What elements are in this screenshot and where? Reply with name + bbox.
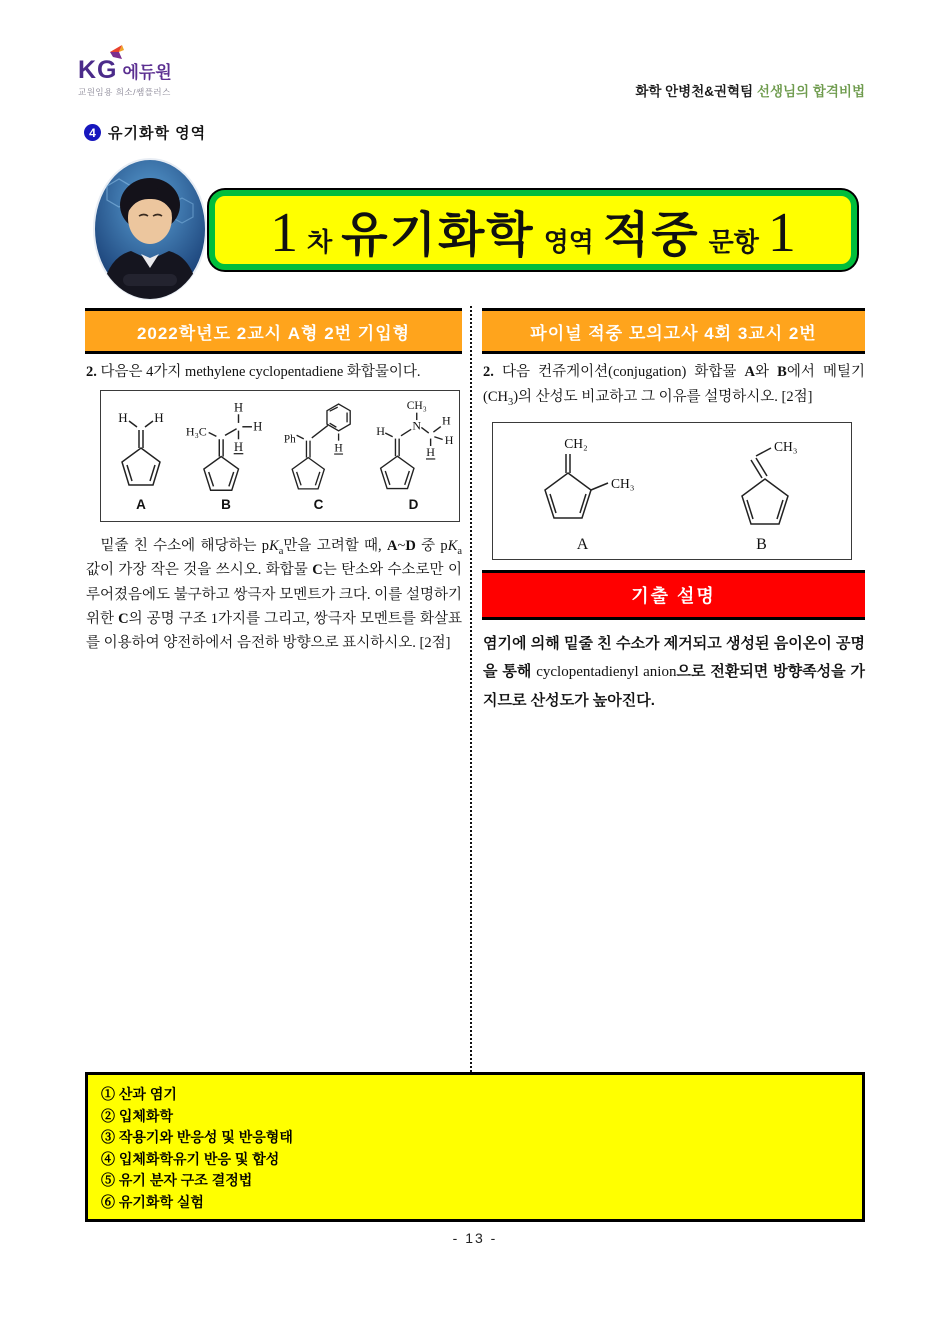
svg-text:H: H xyxy=(233,439,244,454)
banner-question-number: 1 xyxy=(767,202,796,264)
structure-A xyxy=(101,396,181,512)
structure-right-A-caption: A xyxy=(576,536,589,553)
structure-A-drawing xyxy=(101,396,181,496)
text-segment: K xyxy=(447,538,458,554)
svg-text:CH₃: CH₃ xyxy=(406,398,427,412)
topic-item: ⑤ 유기 분자 구조 결정법 xyxy=(101,1172,253,1188)
text-segment: a xyxy=(278,545,284,557)
topic-item: ④ 입체화학유기 반응 및 합성 xyxy=(101,1150,280,1167)
text-segment: 2. xyxy=(86,364,97,380)
structure-D-drawing xyxy=(366,396,461,496)
section-label xyxy=(84,122,206,143)
text-segment: C xyxy=(118,611,129,628)
banner-round-number: 1 xyxy=(270,202,299,264)
topic-item: ① 산과 염기 xyxy=(101,1086,177,1102)
svg-text:CH₃: CH₃ xyxy=(773,439,797,454)
section-title: 유기화학 영역 xyxy=(108,125,207,142)
text-segment: 으로 전환되면 방향족성을 가지므로 산성도가 높아진다. xyxy=(483,662,865,709)
text-segment: 다음은 4가지 methylene cyclopentadiene 화합물이다. xyxy=(96,364,421,380)
text-segment: 값이 가장 작은 것을 쓰시오. 화합물 xyxy=(86,562,313,579)
text-segment: a xyxy=(457,545,462,557)
text-segment: 에서 메틸기 (CH xyxy=(483,364,865,405)
text-segment: K xyxy=(269,538,279,554)
svg-text:H₃C: H₃C xyxy=(185,424,207,439)
structure-A-caption: A xyxy=(136,497,146,512)
text-segment: 3 xyxy=(507,396,514,408)
text-segment: 와 xyxy=(755,364,778,380)
structure-right-A xyxy=(508,431,658,554)
text-segment: ~ xyxy=(397,538,406,554)
right-structures-figure xyxy=(492,422,852,560)
svg-text:H: H xyxy=(376,423,385,438)
logo-suffix-text: 에듀원 xyxy=(122,63,172,82)
text-segment: A xyxy=(744,364,756,380)
banner-hit-word: 적중 xyxy=(602,209,700,262)
banner-title xyxy=(209,190,857,270)
svg-text:H: H xyxy=(253,419,263,434)
column-divider xyxy=(470,306,472,1072)
page-header-right xyxy=(635,80,865,100)
structure-C-caption: C xyxy=(313,497,324,512)
text-segment: D xyxy=(405,538,416,554)
header-slogan: 선생님의 합격비법 xyxy=(756,84,865,99)
structure-right-B-drawing xyxy=(687,431,837,535)
left-question-text xyxy=(86,360,462,385)
banner-round-suffix: 차 xyxy=(307,227,333,257)
left-structures-figure xyxy=(100,390,460,522)
text-segment: A xyxy=(386,538,398,554)
text-segment: C xyxy=(312,562,323,579)
banner-question-word: 문항 xyxy=(708,227,759,257)
structure-right-B-caption: B xyxy=(756,536,767,553)
svg-text:H: H xyxy=(118,410,128,425)
topics-box xyxy=(85,1072,865,1222)
banner-subject: 유기화학 xyxy=(341,209,535,262)
banner-area-word: 영역 xyxy=(543,227,594,257)
page-number: - 13 - xyxy=(452,1230,498,1246)
svg-text:H: H xyxy=(154,410,164,425)
structure-C xyxy=(271,396,366,512)
text-segment: 의 공명 구조 1가지를 그리고, 쌍극자 모멘트를 화살표를 이용하여 양전하에서 음전하 방향으로 표시하시오. [2점] xyxy=(86,611,462,652)
structure-B-caption: B xyxy=(221,497,231,512)
text-segment: 는 탄소와 수소로만 이루어졌음에도 불구하고 쌍극자 모멘트가 크다. 이를 설명하기 위한 xyxy=(86,562,462,628)
logo-text: KG xyxy=(78,56,118,84)
svg-text:Ph: Ph xyxy=(283,433,296,446)
svg-text:CH₂: CH₂ xyxy=(563,436,588,451)
structure-D-caption: D xyxy=(408,497,419,512)
svg-text:H: H xyxy=(442,413,451,428)
topic-item: ② 입체화학 xyxy=(101,1107,173,1124)
left-exam-header: 2022학년도 2교시 A형 2번 기입형 xyxy=(85,308,462,354)
text-segment: 2. xyxy=(483,364,494,380)
structure-D xyxy=(366,396,461,512)
topic-item: ③ 작용기와 반응성 및 반응형태 xyxy=(101,1129,293,1145)
teacher-names: 화학 안병천&권혁팀 xyxy=(635,84,754,99)
svg-text:H: H xyxy=(426,445,435,460)
structure-B-drawing xyxy=(181,396,271,496)
text-segment: 밑줄 친 수소에 해당하는 p xyxy=(100,538,270,554)
right-exam-header: 파이널 적중 모의고사 4회 3교시 2번 xyxy=(482,308,865,354)
instructor-photo xyxy=(93,158,207,300)
left-question-body xyxy=(86,534,462,656)
text-segment: 다음 컨쥬게이션(conjugation) 화합물 xyxy=(493,364,745,380)
svg-text:CH₃: CH₃ xyxy=(610,476,634,491)
text-segment: )의 산성도 비교하고 그 이유를 설명하시오. [2점] xyxy=(513,388,813,405)
explanation-text xyxy=(483,630,865,714)
text-segment: cyclopentadienyl anion xyxy=(536,663,677,680)
explanation-header: 기출 설명 xyxy=(482,570,865,620)
structure-right-B xyxy=(687,431,837,554)
text-segment: 염기에 의해 밑줄 친 수소가 제거되고 생성된 음이온이 공명을 통해 xyxy=(483,635,865,680)
text-segment: B xyxy=(777,364,787,380)
section-number-badge: 4 xyxy=(84,124,101,141)
structure-right-A-drawing xyxy=(508,431,658,535)
text-segment: 중 p xyxy=(415,538,448,554)
structure-C-drawing xyxy=(271,396,366,496)
svg-text:H: H xyxy=(233,400,244,415)
right-question-text xyxy=(483,360,865,409)
topic-item: ⑥ 유기화학 실험 xyxy=(101,1193,204,1210)
svg-text:N: N xyxy=(412,418,422,433)
text-segment: 만을 고려할 때, xyxy=(283,538,387,554)
svg-text:H: H xyxy=(444,433,454,448)
logo-mark-icon xyxy=(108,45,126,61)
logo-tagline: 교원임용 희소/쌤플러스 xyxy=(78,87,171,97)
svg-text:H: H xyxy=(334,441,343,455)
structure-B xyxy=(181,396,271,512)
kg-eduone-logo xyxy=(78,58,172,98)
